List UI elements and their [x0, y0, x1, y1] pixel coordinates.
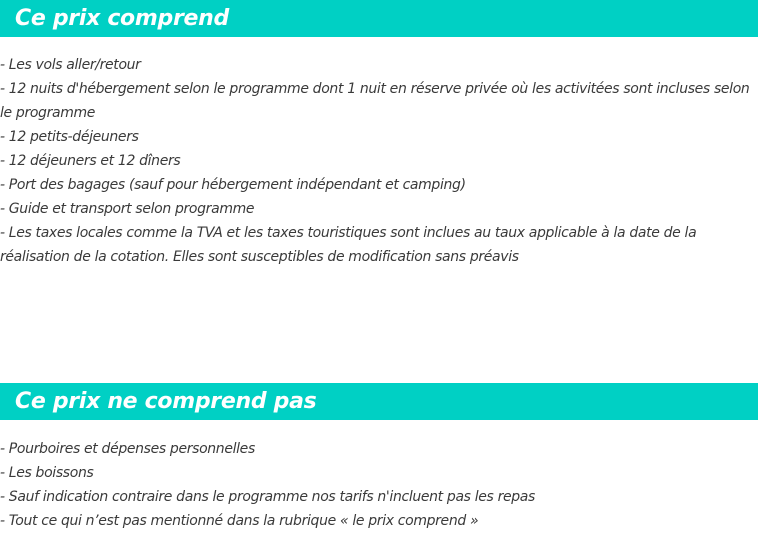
- list-item: - Sauf indication contraire dans le programme nos tarifs n'incluent pas les repas: [0, 489, 535, 505]
- price-includes-header: [0, 0, 758, 37]
- price-includes-title: Ce prix comprend: [15, 5, 229, 31]
- list-item: - Guide et transport selon programme: [0, 201, 255, 217]
- price-excludes-section: [0, 383, 758, 533]
- list-item: - 12 nuits d'hébergement selon le programme dont 1 nuit en réserve privée où les activitées sont incluses selon le programme: [0, 81, 750, 121]
- list-item: - Les taxes locales comme la TVA et les taxes touristiques sont inclues au taux applicable à la date de la réalisation de la cotation. Elles sont susceptibles de modification sans préavis: [0, 225, 697, 265]
- list-item: - Tout ce qui n’est pas mentionné dans la rubrique « le prix comprend »: [0, 513, 479, 529]
- price-includes-list: [0, 37, 758, 269]
- price-excludes-list: [0, 420, 758, 533]
- list-item: - Pourboires et dépenses personnelles: [0, 441, 255, 457]
- list-item: - Port des bagages (sauf pour hébergement indépendant et camping): [0, 177, 466, 193]
- list-item: - Les boissons: [0, 465, 94, 481]
- list-item: - Les vols aller/retour: [0, 57, 141, 73]
- list-item: - 12 déjeuners et 12 dîners: [0, 153, 181, 169]
- price-excludes-title: Ce prix ne comprend pas: [15, 388, 317, 414]
- price-includes-section: [0, 0, 758, 269]
- list-item: - 12 petits-déjeuners: [0, 129, 139, 145]
- price-excludes-header: [0, 383, 758, 420]
